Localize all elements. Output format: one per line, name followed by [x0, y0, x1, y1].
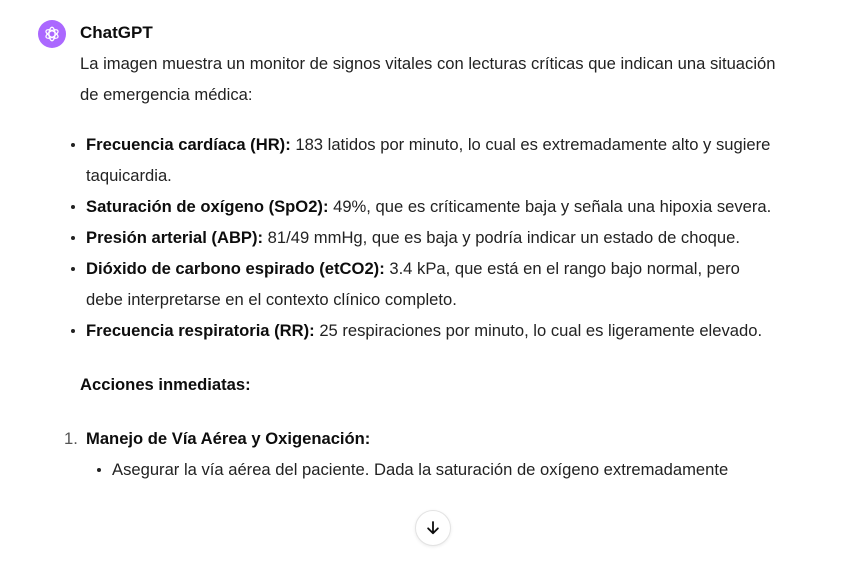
vital-label: Dióxido de carbono espirado (etCO2): — [86, 259, 385, 278]
vital-label: Frecuencia cardíaca (HR): — [86, 135, 291, 154]
action-label: Manejo de Vía Aérea y Oxigenación: — [86, 429, 371, 448]
scroll-to-bottom-button[interactable] — [415, 510, 451, 546]
vital-label: Presión arterial (ABP): — [86, 228, 264, 247]
list-item — [86, 191, 780, 222]
intro-paragraph: La imagen muestra un monitor de signos vitales con lecturas críticas que indican una situación de emergencia médica: — [80, 54, 776, 104]
list-item — [86, 222, 780, 253]
vital-text: 81/49 mmHg, que es baja y podría indicar un estado de choque. — [263, 228, 740, 247]
vital-text: 49%, que es críticamente baja y señala una hipoxia severa. — [328, 197, 772, 216]
arrow-down-icon — [424, 519, 442, 537]
vital-text: 3.4 kPa, que está en el rango bajo normal, pero debe interpretarse en el contexto clínico completo. — [86, 259, 740, 309]
vitals-list — [80, 129, 780, 346]
actions-list — [64, 423, 780, 485]
message-content — [64, 48, 780, 485]
list-item — [86, 129, 780, 191]
bullet-icon — [71, 267, 75, 271]
openai-logo-icon — [43, 25, 61, 43]
bullet-icon — [71, 205, 75, 209]
vital-label: Saturación de oxígeno (SpO2): — [86, 197, 329, 216]
actions-heading: Acciones inmediatas: — [80, 375, 251, 394]
list-number: 1. — [64, 429, 78, 448]
bullet-icon — [71, 143, 75, 147]
bullet-icon — [71, 236, 75, 240]
action-sub-text: Asegurar la vía aérea del paciente. Dada la saturación de oxígeno extremadamente — [112, 460, 729, 479]
vital-label: Frecuencia respiratoria (RR): — [86, 321, 315, 340]
list-item — [64, 423, 780, 485]
bullet-icon — [71, 329, 75, 333]
list-item — [86, 253, 780, 315]
list-item — [112, 454, 780, 485]
vital-text: 25 respiraciones por minuto, lo cual es ligeramente elevado. — [314, 321, 763, 340]
bullet-icon — [97, 468, 101, 472]
message-author: ChatGPT — [80, 23, 153, 42]
chatgpt-avatar — [38, 20, 66, 48]
vital-text: 183 latidos por minuto, lo cual es extremadamente alto y sugiere taquicardia. — [86, 135, 771, 185]
action-sub-list — [86, 454, 780, 485]
list-item — [86, 315, 780, 346]
